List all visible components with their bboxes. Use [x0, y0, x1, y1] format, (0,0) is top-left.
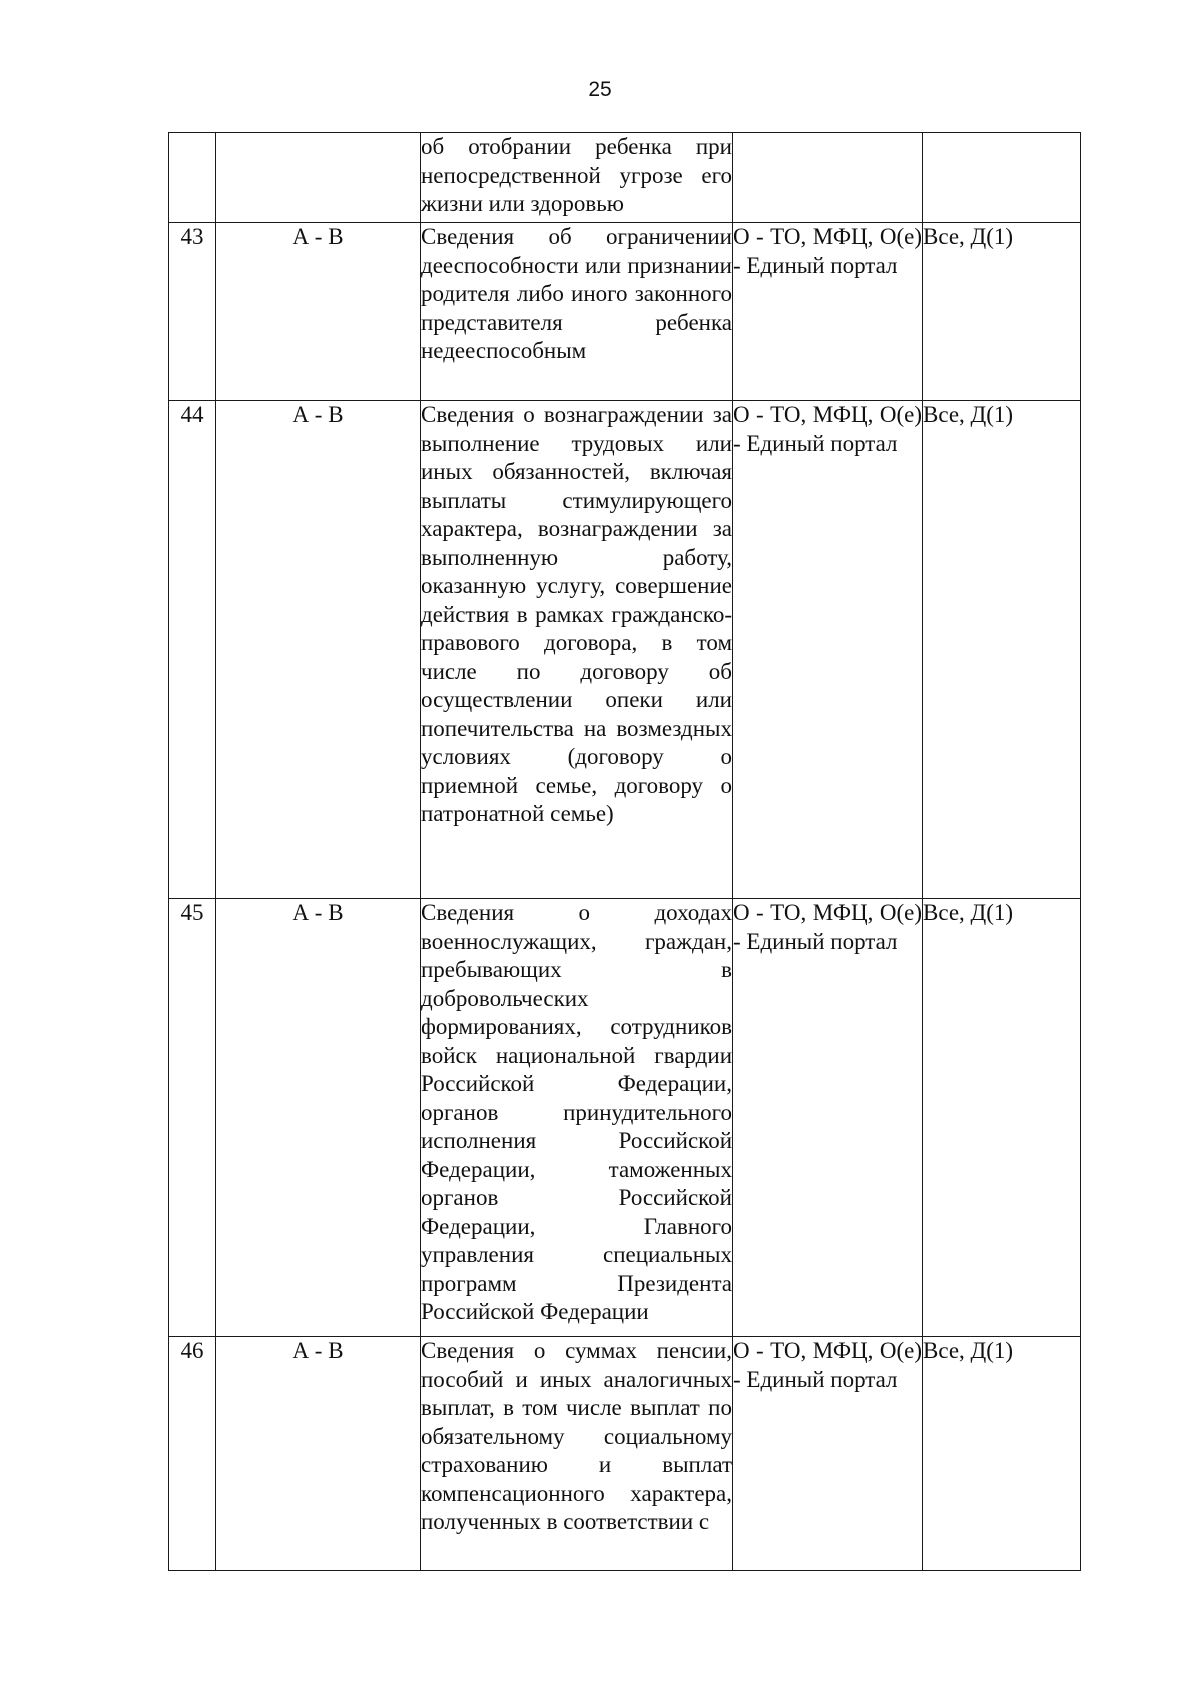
description-text: Сведения об ограничении дееспособности или признании родителя либо иного законного представителя ребенка недееспособным	[421, 224, 732, 363]
description-cell	[421, 401, 733, 899]
description-text: Сведения о доходах военнослужащих, граждан, пребывающих в добровольческих формированиях, сотрудников войск национальной гвардии Российской Федерации, органов принудительного исполнения Российской Федерации, таможенных органов Российской Федерации, Главного управления специальных программ Президента Российской Федерации	[421, 900, 732, 1324]
access-cell: Все, Д(1)	[923, 223, 1081, 401]
category-code-cell: А - В	[216, 223, 421, 401]
description-cell	[421, 133, 733, 223]
description-cell	[421, 1337, 733, 1571]
category-code-cell	[216, 133, 421, 223]
table-row	[169, 899, 1081, 1337]
category-code-cell: А - В	[216, 899, 421, 1337]
page-number: 25	[588, 78, 612, 101]
row-number-cell: 44	[169, 401, 216, 899]
row-number-cell: 45	[169, 899, 216, 1337]
row-number-cell: 46	[169, 1337, 216, 1571]
description-text: об отобрании ребенка при непосредственной угрозе его жизни или здоровью	[421, 134, 732, 216]
table-row	[169, 1337, 1081, 1571]
description-text: Сведения о вознаграждении за выполнение трудовых или иных обязанностей, включая выплаты стимулирующего характера, вознаграждении за выполненную работу, оказанную услугу, совершение действия в рамках гражданско-правового договора, в том числе по договору об осуществлении опеки или попечительства на возмездных условиях (договору о приемной семье, договору о патронатной семье)	[421, 402, 732, 826]
source-cell: О - ТО, МФЦ, О(е) - Единый портал	[733, 223, 923, 401]
source-cell: О - ТО, МФЦ, О(е) - Единый портал	[733, 1337, 923, 1571]
access-cell: Все, Д(1)	[923, 401, 1081, 899]
table-row	[169, 133, 1081, 223]
row-number-cell: 43	[169, 223, 216, 401]
requirements-table	[168, 132, 1081, 1571]
row-number-cell	[169, 133, 216, 223]
source-cell	[733, 133, 923, 223]
source-cell: О - ТО, МФЦ, О(е) - Единый портал	[733, 899, 923, 1337]
access-cell: Все, Д(1)	[923, 1337, 1081, 1571]
description-cell	[421, 899, 733, 1337]
table-row	[169, 223, 1081, 401]
source-cell: О - ТО, МФЦ, О(е) - Единый портал	[733, 401, 923, 899]
description-text: Сведения о суммах пенсии, пособий и иных аналогичных выплат, в том числе выплат по обязательному социальному страхованию и выплат компенсационного характера, полученных в соответствии с	[421, 1338, 732, 1534]
category-code-cell: А - В	[216, 401, 421, 899]
description-cell	[421, 223, 733, 401]
access-cell: Все, Д(1)	[923, 899, 1081, 1337]
access-cell	[923, 133, 1081, 223]
category-code-cell: А - В	[216, 1337, 421, 1571]
table-row	[169, 401, 1081, 899]
